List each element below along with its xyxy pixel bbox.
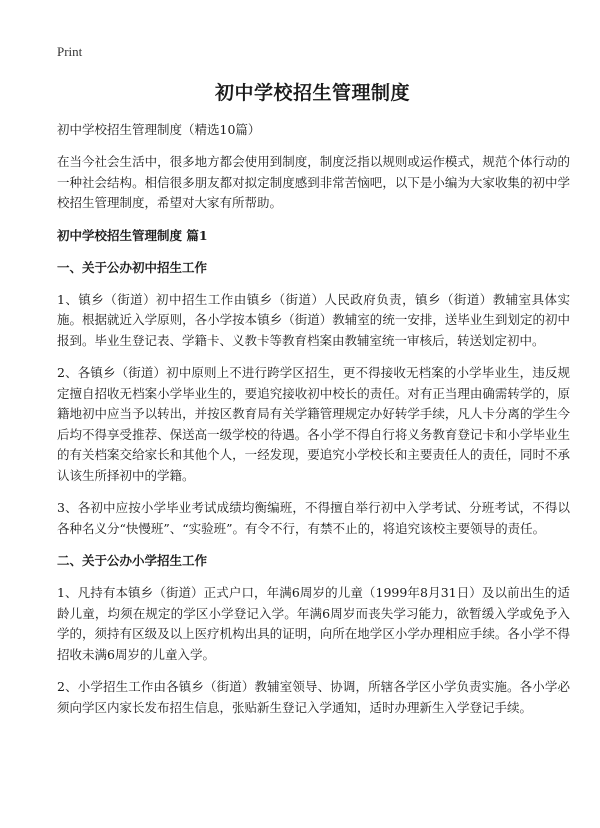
paragraph-5: 2、小学招生工作由各镇乡（街道）教辅室领导、协调，所辖各学区小学负责实施。各小学必须向学区内家长发布招生信息，张贴新生登记入学通知，适时办理新生入学登记手续。 xyxy=(57,679,570,715)
paragraph-3: 3、各初中应按小学毕业考试成绩均衡编班，不得擅自举行初中入学考试、分班考试，不得以各种名义分“快慢班”、“实验班”。有令不行，有禁不止的，将追究该校主要领导的责任。 xyxy=(57,500,570,536)
page-title: 初中学校招生管理制度 xyxy=(214,82,410,104)
document-subtitle: 初中学校招生管理制度（精选10篇） xyxy=(57,122,261,137)
document-body xyxy=(57,120,570,730)
paragraph-2: 2、各镇乡（街道）初中原则上不进行跨学区招生，更不得接收无档案的小学毕业生，违反规定擅自招收无档案小学毕业生的，要追究接收初中校长的责任。对有正当理由确需转学的，原籍地初中应当予以转出，并按区教育局有关学籍管理规定办好转学手续，凡人卡分离的学生今后均不得享受推荐、保送高一级学校的待遇。各小学不得自行将义务教育登记卡和小学毕业生的有关档案交给家长和其他个人，一经发现，要追究小学校长和主要责任人的责任，同时不承认该生所择初中的学籍。 xyxy=(57,365,570,483)
heading-middle-school: 一、关于公办初中招生工作 xyxy=(57,259,208,275)
intro-paragraph: 在当今社会生活中，很多地方都会使用到制度，制度泛指以规则或运作模式，规范个体行动的一种社会结构。相信很多朋友都对拟定制度感到非常苦恼吧，以下是小编为大家收集的初中学校招生管理制度，希望对大家有所帮助。 xyxy=(57,154,570,210)
print-link[interactable]: Print xyxy=(57,44,83,59)
paragraph-4: 1、凡持有本镇乡（街道）正式户口，年满6周岁的儿童（1999年8月31日）及以前出生的适龄儿童，均须在规定的学区小学登记入学。年满6周岁而丧失学习能力，欲暂缓入学或免予入学的，须持有区级及以上医疗机构出具的证明，向所在地学区小学办理相应手续。各小学不得招收未满6周岁的儿童入学。 xyxy=(57,585,570,662)
heading-primary-school: 二、关于公办小学招生工作 xyxy=(57,553,208,568)
paragraph-1: 1、镇乡（街道）初中招生工作由镇乡（街道）人民政府负责，镇乡（街道）教辅室具体实施。根据就近入学原则，各小学按本镇乡（街道）教辅室的统一安排，送毕业生到划定的初中报到。毕业生登记表、学籍卡、义教卡等教育档案由教辅室统一审核后，转送划定初中。 xyxy=(57,291,570,348)
section-title: 初中学校招生管理制度 篇1 xyxy=(57,227,208,243)
